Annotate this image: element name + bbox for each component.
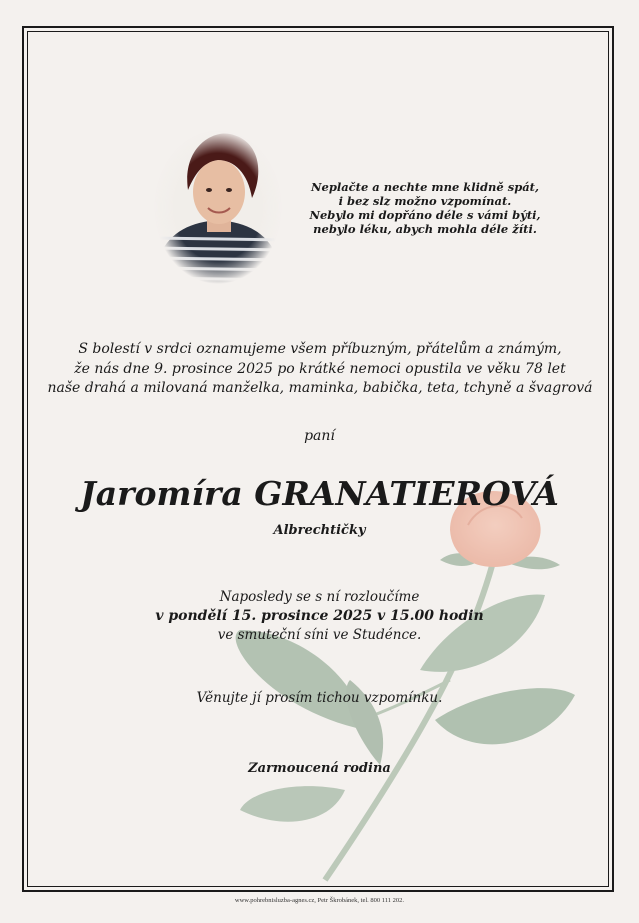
portrait-photo: [152, 128, 284, 286]
maiden-name: Albrechtičky: [273, 523, 366, 538]
memorial-poem: [300, 180, 550, 236]
funeral-place: ve smuteční síni ve Studénce.: [217, 627, 422, 643]
rose-illustration: [150, 480, 610, 890]
funeral-details: [0, 588, 639, 645]
funeral-date-time: v pondělí 15. prosince 2025 v 15.00 hodin: [155, 608, 484, 624]
memory-request: Věnujte jí prosím tichou vzpomínku.: [196, 690, 443, 706]
poem-line: Nebylo mi dopřáno déle s vámi býti,: [309, 208, 541, 222]
poem-line: nebylo léku, abych mohla déle žíti.: [313, 222, 537, 236]
signature: Zarmoucená rodina: [248, 761, 391, 776]
poem-line: Neplačte a nechte mne klidně spát,: [310, 180, 539, 194]
announcement-line: S bolestí v srdci oznamujeme všem příbuzným, přátelům a známým,: [78, 341, 562, 357]
salutation: paní: [304, 428, 335, 444]
announcement-line: naše drahá a milovaná manželka, maminka, babička, teta, tchyně a švagrová: [47, 380, 593, 396]
farewell-line: Naposledy se s ní rozloučíme: [219, 589, 420, 605]
funeral-service-footer: www.pohrebnisluzba-agnes.cz, Petr Škrobánek, tel. 800 111 202.: [234, 897, 405, 904]
death-announcement: [40, 340, 600, 399]
announcement-line: že nás dne 9. prosince 2025 po krátké nemoci opustila ve věku 78 let: [74, 360, 566, 377]
poem-line: i bez slz možno vzpomínat.: [338, 194, 512, 208]
deceased-name: Jaromíra GRANATIEROVÁ: [80, 474, 559, 513]
